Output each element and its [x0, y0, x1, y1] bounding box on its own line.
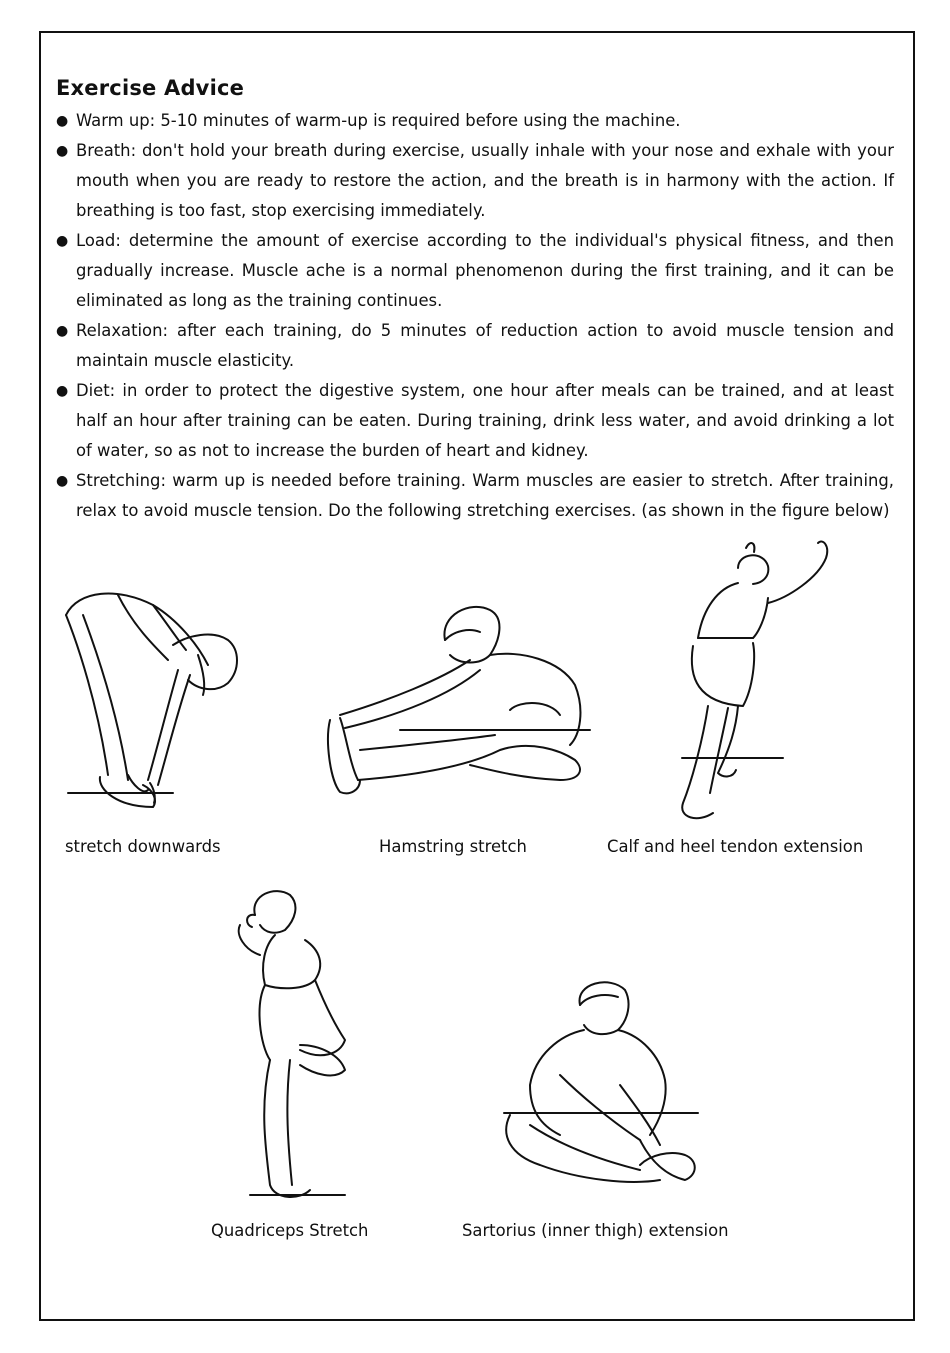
- stretch-downwards-illustration: [58, 585, 248, 815]
- bullet-icon: ●: [56, 383, 69, 399]
- caption-hamstring-stretch: Hamstring stretch: [379, 837, 527, 856]
- quadriceps-stretch-illustration: [230, 885, 355, 1205]
- bullet-icon: ●: [56, 323, 69, 339]
- bullet-icon: ●: [56, 233, 69, 249]
- advice-item-relaxation: ● Relaxation: after each training, do 5 minutes of reduction action to avoid muscle tension and maintain muscle elasticity.: [54, 316, 894, 376]
- hamstring-stretch-illustration: [320, 600, 600, 805]
- caption-stretch-downwards: stretch downwards: [65, 837, 221, 856]
- advice-item-stretching: ● Stretching: warm up is needed before training. Warm muscles are easier to stretch. After training, relax to avoid muscle tension. Do the following stretching exercises. (as shown in the figure below): [54, 466, 894, 526]
- sartorius-extension-illustration: [500, 975, 705, 1200]
- caption-quadriceps-stretch: Quadriceps Stretch: [211, 1221, 369, 1240]
- advice-item-warm-up: ● Warm up: 5-10 minutes of warm-up is required before using the machine.: [54, 106, 894, 136]
- caption-sartorius-extension: Sartorius (inner thigh) extension: [462, 1221, 729, 1240]
- calf-stretch-illustration: [668, 538, 838, 828]
- advice-list: [54, 106, 894, 526]
- bullet-icon: ●: [56, 473, 69, 489]
- page-title: Exercise Advice: [56, 76, 245, 100]
- advice-item-load: ● Load: determine the amount of exercise according to the individual's physical fitness, and then gradually increase. Muscle ache is a normal phenomenon during the first training, and it can be eliminated as long as the training continues.: [54, 226, 894, 316]
- advice-item-diet: ● Diet: in order to protect the digestive system, one hour after meals can be trained, and at least half an hour after training can be eaten. During training, drink less water, and avoid drinking a lot of water, so as not to increase the burden of heart and kidney.: [54, 376, 894, 466]
- advice-item-breath: ● Breath: don't hold your breath during exercise, usually inhale with your nose and exhale with your mouth when you are ready to restore the action, and the breath is in harmony with the action. If breathing is too fast, stop exercising immediately.: [54, 136, 894, 226]
- caption-calf-stretch: Calf and heel tendon extension: [607, 837, 864, 856]
- bullet-icon: ●: [56, 143, 69, 159]
- bullet-icon: ●: [56, 113, 69, 129]
